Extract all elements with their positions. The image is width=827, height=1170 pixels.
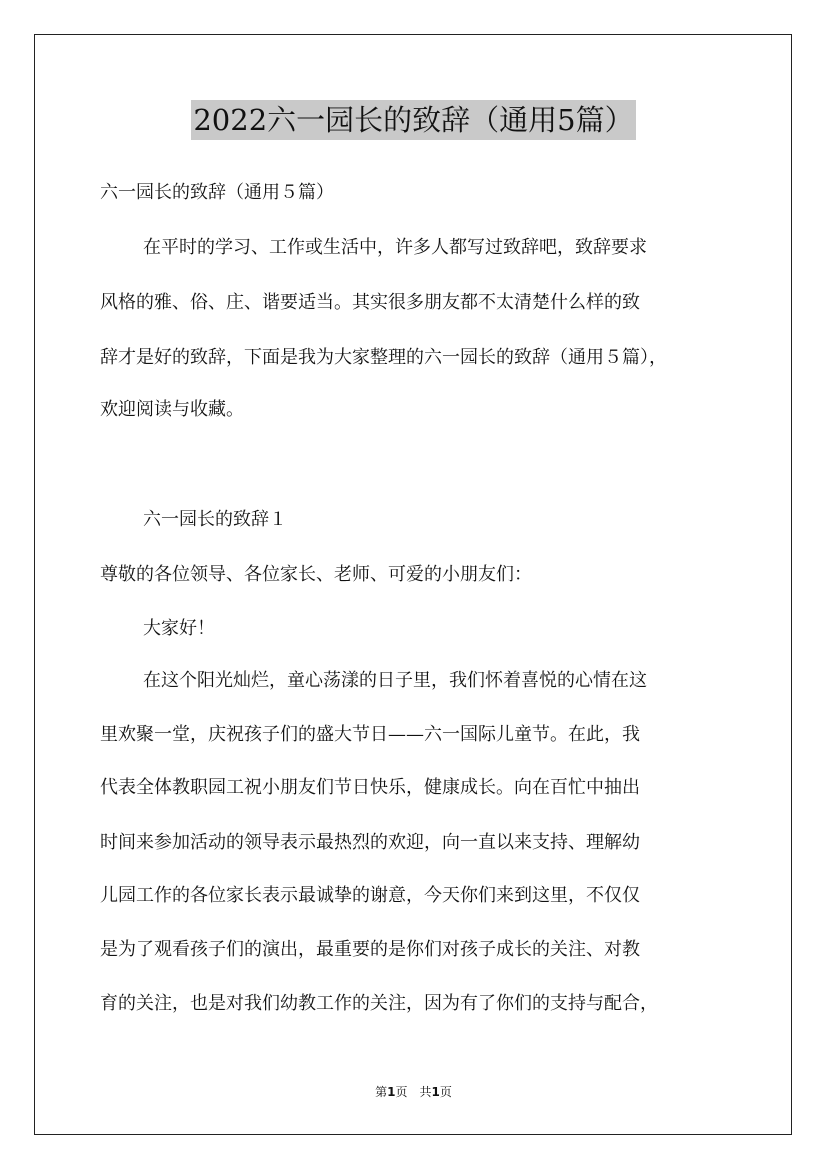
page-footer	[0, 1084, 827, 1100]
intro-line-3: 辞才是好的致辞，下面是我为大家整理的六一园长的致辞（通用５篇），	[100, 347, 667, 368]
footer-page-suffix: 页	[439, 1085, 452, 1099]
intro-line-1: 在平时的学习、工作或生活中，许多人都写过致辞吧，致辞要求	[143, 237, 647, 258]
footer-page-mid: 页 共	[395, 1085, 432, 1099]
section-heading: 六一园长的致辞１	[143, 509, 287, 530]
intro-line-4: 欢迎阅读与收藏。	[100, 399, 244, 420]
footer-page-prefix: 第	[375, 1085, 388, 1099]
body-line-5: 儿园工作的各位家长表示最诚挚的谢意，今天你们来到这里，不仅仅	[100, 885, 640, 906]
body-line-4: 时间来参加活动的领导表示最热烈的欢迎，向一直以来支持、理解幼	[100, 832, 640, 853]
salutation: 尊敬的各位领导、各位家长、老师、可爱的小朋友们：	[100, 564, 532, 585]
body-line-2: 里欢聚一堂，庆祝孩子们的盛大节日——六一国际儿童节。在此，我	[100, 724, 640, 745]
body-line-6: 是为了观看孩子们的演出，最重要的是你们对孩子成长的关注、对教	[100, 939, 640, 960]
body-line-3: 代表全体教职园工祝小朋友们节日快乐，健康成长。向在百忙中抽出	[100, 777, 640, 798]
footer-page-total: 1	[431, 1085, 440, 1099]
footer-page-current: 1	[387, 1085, 396, 1099]
greeting: 大家好！	[143, 618, 215, 639]
body-line-1: 在这个阳光灿烂，童心荡漾的日子里，我们怀着喜悦的心情在这	[143, 670, 647, 691]
title-container	[0, 100, 827, 140]
document-subtitle: 六一园长的致辞（通用５篇）	[100, 182, 334, 203]
intro-line-2: 风格的雅、俗、庄、谐要适当。其实很多朋友都不太清楚什么样的致	[100, 292, 640, 313]
document-title: 2022六一园长的致辞（通用5篇）	[191, 100, 635, 140]
body-line-7: 育的关注，也是对我们幼教工作的关注，因为有了你们的支持与配合，	[100, 993, 658, 1014]
